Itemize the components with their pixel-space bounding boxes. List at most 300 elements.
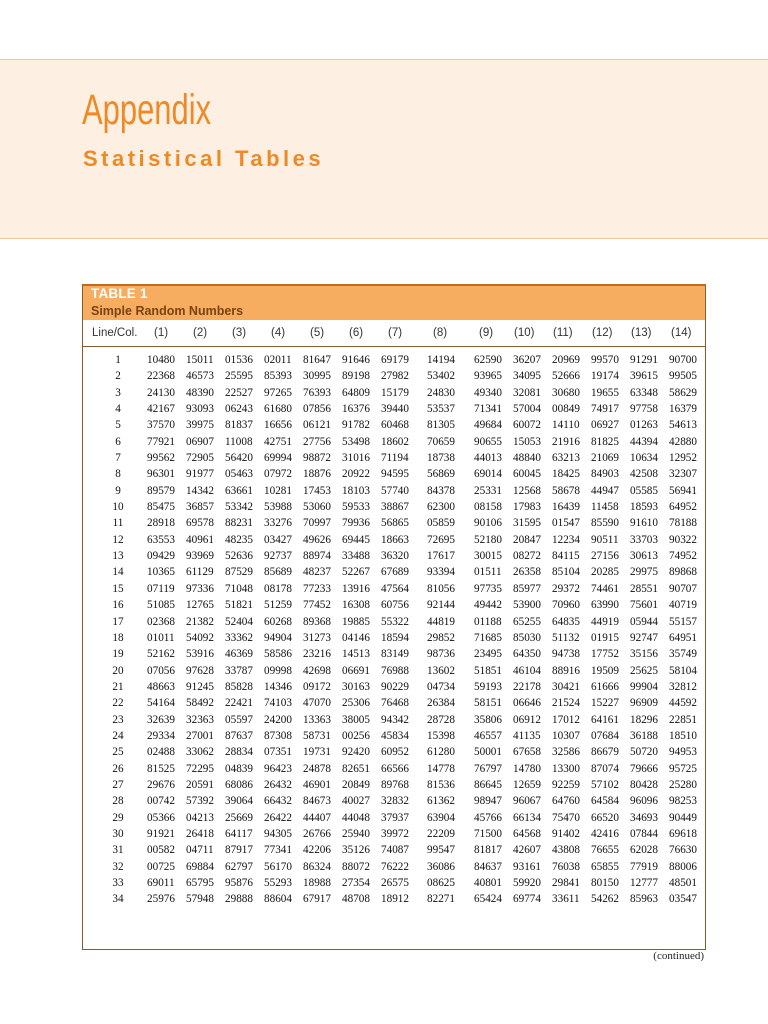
- table-cell: 99505: [669, 370, 697, 383]
- table-cell: 21524: [552, 697, 580, 710]
- line-number: 9: [115, 484, 121, 497]
- table-cell: 02488: [147, 746, 175, 759]
- table-cell: 10634: [630, 452, 658, 465]
- table-cell: 22527: [225, 386, 253, 399]
- table-cell: 08272: [513, 550, 541, 563]
- table-cell: 60756: [381, 599, 409, 612]
- table-row: [83, 434, 705, 450]
- table-cell: 60268: [264, 615, 292, 628]
- table-cell: 25280: [669, 778, 697, 791]
- table-cell: 91402: [552, 827, 580, 840]
- table-cell: 27156: [591, 550, 619, 563]
- table-cell: 68086: [225, 778, 253, 791]
- table-cell: 65795: [186, 877, 214, 889]
- table-row: [83, 614, 705, 630]
- table-cell: 07856: [303, 403, 331, 416]
- table-cell: 48708: [342, 893, 370, 906]
- table-cell: 09998: [264, 664, 292, 677]
- table-cell: 60072: [513, 419, 541, 432]
- table-cell: 49442: [474, 599, 502, 612]
- table-cell: 63990: [591, 599, 619, 612]
- table-cell: 01511: [474, 566, 502, 579]
- table-cell: 25595: [225, 370, 253, 383]
- table-cell: 28918: [147, 517, 175, 530]
- table-cell: 18738: [427, 452, 455, 465]
- table-cell: 18876: [303, 468, 331, 481]
- table-cell: 83149: [381, 648, 409, 661]
- table-cell: 42698: [303, 664, 331, 677]
- table-cell: 30613: [630, 550, 658, 563]
- table-cell: 94305: [264, 827, 292, 840]
- table-cell: 18988: [303, 877, 331, 889]
- table-cell: 86645: [474, 778, 502, 791]
- table-cell: 90655: [474, 435, 502, 448]
- table-cell: 91782: [342, 419, 370, 432]
- table-cell: 29888: [225, 893, 253, 906]
- table-cell: 08625: [427, 877, 455, 889]
- table-row: [83, 695, 705, 711]
- table-cell: 25306: [342, 697, 370, 710]
- table-cell: 97265: [264, 386, 292, 399]
- table-cell: 76393: [303, 386, 331, 399]
- table-cell: 20849: [342, 778, 370, 791]
- table-row: [83, 810, 705, 826]
- column-header-9: (9): [479, 327, 494, 339]
- table-cell: 05944: [630, 615, 658, 628]
- table-cell: 90449: [669, 811, 697, 824]
- table-cell: 89768: [381, 778, 409, 791]
- table-row: [83, 532, 705, 548]
- table-cell: 24200: [264, 713, 292, 726]
- table-cell: 15398: [427, 729, 455, 742]
- table-row: [83, 368, 705, 384]
- table-cell: 48663: [147, 680, 175, 693]
- table-cell: 64568: [513, 827, 541, 840]
- table-cell: 25976: [147, 893, 175, 906]
- table-cell: 30163: [342, 680, 370, 693]
- table-cell: 24130: [147, 386, 175, 399]
- table-cell: 76655: [591, 844, 619, 857]
- line-number: 2: [115, 370, 121, 383]
- table-cell: 33362: [225, 631, 253, 644]
- table-cell: 19174: [591, 370, 619, 383]
- table-cell: 76797: [474, 762, 502, 775]
- table-cell: 39615: [630, 370, 658, 383]
- table-cell: 15179: [381, 386, 409, 399]
- table-cell: 94904: [264, 631, 292, 644]
- table-cell: 01188: [474, 615, 502, 628]
- table-cell: 97735: [474, 582, 502, 595]
- table-row: [83, 761, 705, 777]
- table-cell: 29841: [552, 877, 580, 889]
- column-header-1: (1): [154, 327, 169, 339]
- table-cell: 19885: [342, 615, 370, 628]
- table-cell: 75470: [552, 811, 580, 824]
- table-cell: 67917: [303, 893, 331, 906]
- table-cell: 98736: [427, 648, 455, 661]
- table-cell: 47070: [303, 697, 331, 710]
- line-number: 10: [112, 501, 124, 514]
- line-number: 27: [112, 778, 124, 791]
- table-cell: 22368: [147, 370, 175, 383]
- table-cell: 78188: [669, 517, 697, 530]
- column-header-8: (8): [433, 327, 448, 339]
- table-cell: 82651: [342, 762, 370, 775]
- table-cell: 84115: [552, 550, 580, 563]
- table-cell: 76222: [381, 860, 409, 873]
- table-cell: 29372: [552, 582, 580, 595]
- table-cell: 29676: [147, 778, 175, 791]
- table-cell: 77341: [264, 844, 292, 857]
- table-cell: 93969: [186, 550, 214, 563]
- table-cell: 32307: [669, 468, 697, 481]
- column-header-7: (7): [388, 327, 403, 339]
- table-cell: 65255: [513, 615, 541, 628]
- table-cell: 61666: [591, 680, 619, 693]
- table-cell: 70960: [552, 599, 580, 612]
- table-cell: 18593: [630, 501, 658, 514]
- table-cell: 89868: [669, 566, 697, 579]
- table-cell: 57102: [591, 778, 619, 791]
- line-number: 28: [112, 795, 124, 808]
- table-cell: 11458: [591, 501, 619, 514]
- table-cell: 18510: [669, 729, 697, 742]
- table-cell: 24830: [427, 386, 455, 399]
- table-cell: 32363: [186, 713, 214, 726]
- table-cell: 76988: [381, 664, 409, 677]
- table-cell: 99904: [630, 680, 658, 693]
- table-row: [83, 499, 705, 515]
- table-cell: 94738: [552, 648, 580, 661]
- table-row: [83, 891, 705, 907]
- table-cell: 90511: [591, 533, 619, 546]
- table-cell: 14513: [342, 648, 370, 661]
- table-cell: 04734: [427, 680, 455, 693]
- table-cell: 64584: [591, 795, 619, 808]
- table-cell: 36320: [381, 550, 409, 563]
- table-cell: 66134: [513, 811, 541, 824]
- table-cell: 88072: [342, 860, 370, 873]
- table-cell: 12659: [513, 778, 541, 791]
- table-cell: 95876: [225, 877, 253, 889]
- table-cell: 06646: [513, 697, 541, 710]
- table-cell: 14110: [552, 419, 580, 432]
- column-header-12: (12): [592, 327, 613, 339]
- table-cell: 63661: [225, 484, 253, 497]
- table-cell: 85590: [591, 517, 619, 530]
- table-cell: 64117: [225, 827, 253, 840]
- table-cell: 00849: [552, 403, 580, 416]
- table-cell: 23495: [474, 648, 502, 661]
- table-cell: 52666: [552, 370, 580, 383]
- table-row: [83, 859, 705, 875]
- table-cell: 29334: [147, 729, 175, 742]
- table-cell: 99547: [427, 844, 455, 857]
- table-cell: 10281: [264, 484, 292, 497]
- table-cell: 96301: [147, 468, 175, 481]
- column-header-3: (3): [232, 327, 247, 339]
- table-cell: 33488: [342, 550, 370, 563]
- table-body: [83, 352, 705, 908]
- table-cell: 16308: [342, 599, 370, 612]
- table-cell: 18663: [381, 533, 409, 546]
- table-cell: 12234: [552, 533, 580, 546]
- table-cell: 85475: [147, 501, 175, 514]
- table-cell: 46557: [474, 729, 502, 742]
- table-cell: 20285: [591, 566, 619, 579]
- table-cell: 45834: [381, 729, 409, 742]
- table-cell: 40801: [474, 877, 502, 889]
- table-cell: 88974: [303, 550, 331, 563]
- table-cell: 58104: [669, 664, 697, 677]
- table-cell: 97336: [186, 582, 214, 595]
- table-cell: 92420: [342, 746, 370, 759]
- table-cell: 69578: [186, 517, 214, 530]
- table-cell: 42880: [669, 435, 697, 448]
- table-cell: 41135: [513, 729, 541, 742]
- table-cell: 23216: [303, 648, 331, 661]
- line-number: 13: [112, 550, 124, 563]
- table-cell: 51085: [147, 599, 175, 612]
- table-cell: 27001: [186, 729, 214, 742]
- table-cell: 37937: [381, 811, 409, 824]
- table-cell: 17012: [552, 713, 580, 726]
- table-cell: 42751: [264, 435, 292, 448]
- table-cell: 39440: [381, 403, 409, 416]
- table-cell: 20922: [342, 468, 370, 481]
- column-header-row: [83, 322, 705, 347]
- table-row: [83, 875, 705, 891]
- table-cell: 14194: [427, 354, 455, 366]
- table-cell: 06927: [591, 419, 619, 432]
- table-cell: 95725: [669, 762, 697, 775]
- table-cell: 76468: [381, 697, 409, 710]
- table-cell: 13602: [427, 664, 455, 677]
- appendix-title: Appendix: [82, 86, 212, 134]
- table-cell: 12765: [186, 599, 214, 612]
- table-cell: 71194: [381, 452, 409, 465]
- line-number: 24: [112, 729, 124, 742]
- table-cell: 46901: [303, 778, 331, 791]
- table-cell: 61362: [427, 795, 455, 808]
- table-cell: 15053: [513, 435, 541, 448]
- line-number: 25: [112, 746, 124, 759]
- table-cell: 94595: [381, 468, 409, 481]
- table-cell: 76038: [552, 860, 580, 873]
- table-cell: 44013: [474, 452, 502, 465]
- line-number: 33: [112, 877, 124, 889]
- table-cell: 16376: [342, 403, 370, 416]
- table-cell: 30421: [552, 680, 580, 693]
- line-number: 8: [115, 468, 121, 481]
- table-row: [83, 663, 705, 679]
- table-cell: 71341: [474, 403, 502, 416]
- table-cell: 07119: [147, 582, 175, 595]
- table-cell: 04711: [186, 844, 214, 857]
- table-cell: 30995: [303, 370, 331, 383]
- table-cell: 87917: [225, 844, 253, 857]
- table-cell: 59533: [342, 501, 370, 514]
- table-cell: 58586: [264, 648, 292, 661]
- table-cell: 49684: [474, 419, 502, 432]
- line-number: 23: [112, 713, 124, 726]
- table-cell: 70997: [303, 517, 331, 530]
- table-cell: 60952: [381, 746, 409, 759]
- table-cell: 04213: [186, 811, 214, 824]
- table-cell: 84903: [591, 468, 619, 481]
- table-row: [83, 744, 705, 760]
- table-cell: 85104: [552, 566, 580, 579]
- table-cell: 33062: [186, 746, 214, 759]
- table-cell: 90229: [381, 680, 409, 693]
- table-cell: 58731: [303, 729, 331, 742]
- table-cell: 19655: [591, 386, 619, 399]
- table-cell: 81817: [474, 844, 502, 857]
- table-cell: 66432: [264, 795, 292, 808]
- table-cell: 31595: [513, 517, 541, 530]
- table-cell: 64161: [591, 713, 619, 726]
- table-cell: 90707: [669, 582, 697, 595]
- table-row: [83, 385, 705, 401]
- table-cell: 28728: [427, 713, 455, 726]
- table-row: [83, 515, 705, 531]
- table-cell: 64760: [552, 795, 580, 808]
- table-cell: 14780: [513, 762, 541, 775]
- table-cell: 09172: [303, 680, 331, 693]
- table-cell: 39972: [381, 827, 409, 840]
- table-cell: 26422: [264, 811, 292, 824]
- table-cell: 51259: [264, 599, 292, 612]
- table-cell: 58629: [669, 386, 697, 399]
- table-cell: 89368: [303, 615, 331, 628]
- table-cell: 33611: [552, 893, 580, 906]
- line-number: 31: [112, 844, 124, 857]
- table-cell: 42508: [630, 468, 658, 481]
- table-cell: 29852: [427, 631, 455, 644]
- table-cell: 92259: [552, 778, 580, 791]
- table-row: [83, 466, 705, 482]
- table-cell: 40027: [342, 795, 370, 808]
- table-cell: 50001: [474, 746, 502, 759]
- table-cell: 01547: [552, 517, 580, 530]
- table-cell: 54092: [186, 631, 214, 644]
- table-cell: 62028: [630, 844, 658, 857]
- table-row: [83, 450, 705, 466]
- table-cell: 58492: [186, 697, 214, 710]
- table-number: TABLE 1: [91, 286, 148, 301]
- table-cell: 98947: [474, 795, 502, 808]
- table-cell: 50720: [630, 746, 658, 759]
- table-cell: 87308: [264, 729, 292, 742]
- table-cell: 54262: [591, 893, 619, 906]
- table-cell: 91610: [630, 517, 658, 530]
- table-cell: 56869: [427, 468, 455, 481]
- table-cell: 55293: [264, 877, 292, 889]
- table-cell: 98253: [669, 795, 697, 808]
- column-header-5: (5): [310, 327, 325, 339]
- table-cell: 38867: [381, 501, 409, 514]
- table-cell: 26418: [186, 827, 214, 840]
- table-row: [83, 842, 705, 858]
- table-cell: 32081: [513, 386, 541, 399]
- table-cell: 44919: [591, 615, 619, 628]
- table-cell: 05597: [225, 713, 253, 726]
- table-row: [83, 417, 705, 433]
- table-cell: 20591: [186, 778, 214, 791]
- table-cell: 61129: [186, 566, 214, 579]
- table-cell: 18912: [381, 893, 409, 906]
- table-cell: 21069: [591, 452, 619, 465]
- table-cell: 48840: [513, 452, 541, 465]
- table-cell: 30680: [552, 386, 580, 399]
- table-cell: 93161: [513, 860, 541, 873]
- table-cell: 91921: [147, 827, 175, 840]
- table-cell: 44947: [591, 484, 619, 497]
- table-cell: 63213: [552, 452, 580, 465]
- table-cell: 53402: [427, 370, 455, 383]
- table-cell: 48237: [303, 566, 331, 579]
- table-cell: 69445: [342, 533, 370, 546]
- table-cell: 72695: [427, 533, 455, 546]
- table-cell: 13363: [303, 713, 331, 726]
- table-cell: 06912: [513, 713, 541, 726]
- table-cell: 97758: [630, 403, 658, 416]
- table-cell: 07684: [591, 729, 619, 742]
- table-row: [83, 548, 705, 564]
- table-row: [83, 352, 705, 368]
- table-cell: 10365: [147, 566, 175, 579]
- table-cell: 64350: [513, 648, 541, 661]
- table-cell: 67689: [381, 566, 409, 579]
- table-cell: 19731: [303, 746, 331, 759]
- table-cell: 47564: [381, 582, 409, 595]
- table-cell: 51851: [474, 664, 502, 677]
- table-cell: 92144: [427, 599, 455, 612]
- table-cell: 67658: [513, 746, 541, 759]
- table-cell: 81056: [427, 582, 455, 595]
- table-cell: 77233: [303, 582, 331, 595]
- table-cell: 58678: [552, 484, 580, 497]
- table-row: [83, 793, 705, 809]
- line-number: 20: [112, 664, 124, 677]
- table-cell: 00582: [147, 844, 175, 857]
- table-cell: 25940: [342, 827, 370, 840]
- table-cell: 74103: [264, 697, 292, 710]
- table-cell: 30015: [474, 550, 502, 563]
- table-cell: 05859: [427, 517, 455, 530]
- table-cell: 85977: [513, 582, 541, 595]
- table-row: [83, 712, 705, 728]
- table-cell: 36188: [630, 729, 658, 742]
- table-cell: 65855: [591, 860, 619, 873]
- table-cell: 85393: [264, 370, 292, 383]
- table-cell: 48235: [225, 533, 253, 546]
- table-cell: 71048: [225, 582, 253, 595]
- table-cell: 39064: [225, 795, 253, 808]
- appendix-subtitle: Statistical Tables: [83, 146, 325, 171]
- table-cell: 53916: [186, 648, 214, 661]
- table-cell: 42206: [303, 844, 331, 857]
- table-cell: 69884: [186, 860, 214, 873]
- line-number: 30: [112, 827, 124, 840]
- table-cell: 12777: [630, 877, 658, 889]
- table-cell: 94953: [669, 746, 697, 759]
- table-cell: 33703: [630, 533, 658, 546]
- table-cell: 74917: [591, 403, 619, 416]
- table-cell: 12568: [513, 484, 541, 497]
- table-cell: 07844: [630, 827, 658, 840]
- table-cell: 74087: [381, 844, 409, 857]
